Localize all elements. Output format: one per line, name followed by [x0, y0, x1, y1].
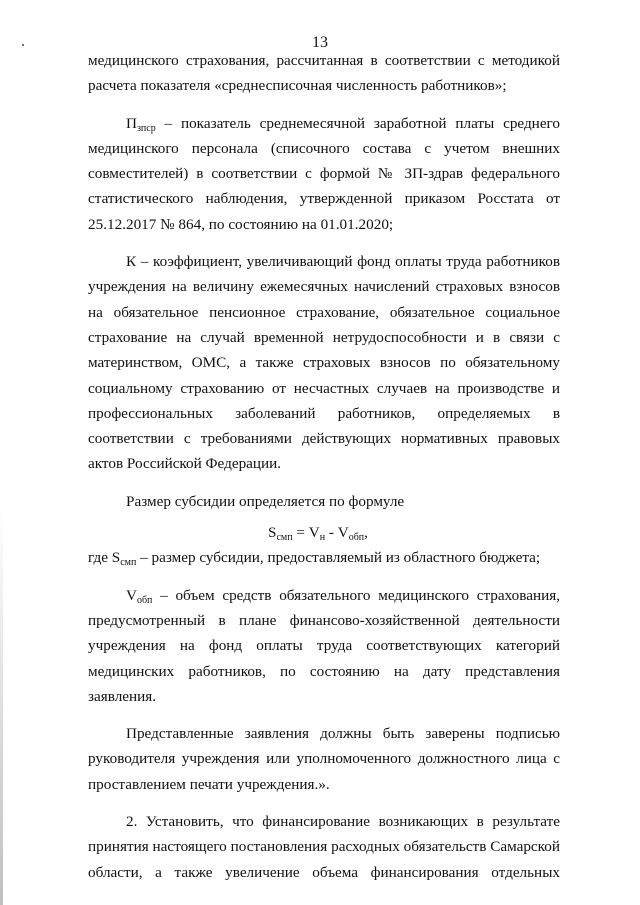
where-text: – размер субсидии, предоставляемый из областного бюджета;	[136, 549, 541, 567]
formula-equals-v: = V	[292, 524, 320, 542]
where-prefix: где S	[88, 549, 121, 567]
paragraph-formula-intro: Размер субсидии определяется по формуле	[126, 492, 405, 510]
paragraph-salary-definition	[88, 111, 560, 237]
paragraph-continuation: медицинского страхования, рассчитанная в соответствии с методикой расчета показателя «среднесписочная численность работников»;	[88, 52, 560, 95]
symbol-subscript: зпср	[136, 122, 156, 134]
symbol-p: П	[126, 114, 137, 132]
formula-vn-subscript: н	[319, 532, 326, 544]
formula	[88, 520, 560, 545]
paragraph-where	[88, 545, 560, 570]
page-number: 13	[312, 34, 328, 51]
paragraph-oms-definition	[88, 583, 560, 709]
formula-minus-v: - V	[325, 524, 349, 542]
formula-comma: ,	[364, 524, 368, 542]
paragraph-item-2: 2. Установить, что финансирование возникающих в результате принятия настоящего постановления расходных обязательств Самарской области, а также увеличение объема финансирования отдельных	[88, 813, 560, 881]
formula-s-subscript: смп	[276, 532, 293, 544]
formula-s: S	[268, 524, 277, 542]
paragraph-text: – показатель среднемесячной заработной платы среднего медицинского персонала (списочного состава с учетом внешних совместителей) в соответствии с формой № ЗП-здрав федерального статистического наблюдения, утвержденной приказом Росстата от 25.12.2017 № 864, по состоянию на 01.01.2020;	[88, 114, 560, 233]
paragraph-applications: Представленные заявления должны быть заверены подписью руководителя учреждения или уполномоченного должностного лица с проставлением печати учреждения.».	[88, 725, 560, 793]
scan-edge-shadow	[0, 505, 3, 905]
paragraph-coefficient-definition: К – коэффициент, увеличивающий фонд оплаты труда работников учреждения на величину ежемесячных начислений страховых взносов на обязательное пенсионное страхование, обязательное социальное страхование на случай временной нетрудоспособности и в связи с материнством, ОМС, а также страховых взносов по обязательному социальному страхованию от несчастных случаев на производстве и профессиональных заболеваний работников, определяемых в соответствии с требованиями действующих нормативных правовых актов Российской Федерации.	[88, 253, 560, 473]
where-subscript: смп	[120, 557, 137, 569]
formula-vo-subscript: обп	[348, 532, 365, 544]
document-body	[88, 48, 560, 885]
symbol-v-subscript: обп	[136, 594, 153, 606]
paragraph-text: – объем средств обязательного медицинского страхования, предусмотренный в плане финансово-хозяйственной деятельности учреждения на фонд оплаты труда соответствующих категорий медицинских работников, по состоянию на дату представления заявления.	[88, 586, 560, 705]
symbol-v: V	[126, 586, 137, 604]
